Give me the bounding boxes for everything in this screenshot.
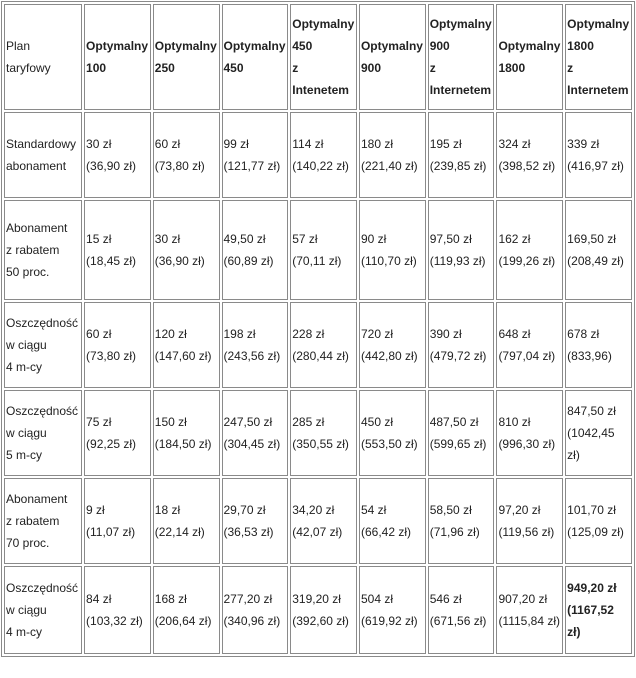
plan-suffix: Intenetem bbox=[292, 83, 349, 97]
net-price: 285 zł bbox=[292, 415, 325, 429]
plan-name: Optymalny bbox=[360, 39, 423, 53]
net-price: 390 zł bbox=[429, 327, 462, 341]
net-price: 169,50 zł bbox=[567, 232, 616, 246]
plan-header-cell bbox=[4, 4, 82, 110]
gross-price: (73,80 zł) bbox=[154, 159, 205, 173]
net-price: 339 zł bbox=[567, 137, 600, 151]
plan-number: 1800 bbox=[498, 61, 526, 75]
net-price: 277,20 zł bbox=[223, 592, 273, 606]
gross-price: (340,96 zł) bbox=[223, 614, 281, 628]
gross-price: (1115,84 zł) bbox=[498, 614, 561, 628]
price-cell bbox=[565, 390, 632, 476]
price-cell bbox=[565, 302, 632, 388]
net-price: 180 zł bbox=[360, 137, 393, 151]
price-cell bbox=[359, 302, 426, 388]
row-label: 5 m-cy bbox=[6, 448, 42, 462]
net-price: 504 zł bbox=[360, 592, 393, 606]
plan-column-header bbox=[84, 4, 151, 110]
gross-price: (36,53 zł) bbox=[223, 525, 274, 539]
price-cell bbox=[359, 566, 426, 654]
gross-price: (110,70 zł) bbox=[360, 254, 417, 268]
price-cell bbox=[359, 478, 426, 564]
plan-column-header bbox=[290, 4, 357, 110]
net-price: 58,50 zł bbox=[429, 503, 472, 517]
price-cell bbox=[222, 200, 289, 300]
gross-price: (140,22 zł) bbox=[292, 159, 349, 173]
plan-suffix: z bbox=[429, 61, 436, 75]
gross-price: (125,09 zł) bbox=[567, 525, 624, 539]
plan-number: 100 bbox=[86, 61, 107, 75]
net-price: 60 zł bbox=[154, 137, 181, 151]
gross-price: (1167,52 zł) bbox=[567, 603, 614, 639]
net-price: 97,50 zł bbox=[429, 232, 472, 246]
gross-price: (18,45 zł) bbox=[86, 254, 137, 268]
price-cell bbox=[290, 566, 357, 654]
price-cell bbox=[290, 390, 357, 476]
row-label: Oszczędność bbox=[6, 581, 79, 595]
gross-price: (599,65 zł) bbox=[429, 437, 487, 451]
price-cell bbox=[290, 112, 357, 198]
plan-column-header bbox=[565, 4, 632, 110]
price-cell bbox=[496, 478, 563, 564]
row-label-cell bbox=[4, 200, 82, 300]
net-price: 101,70 zł bbox=[567, 503, 616, 517]
net-price: 54 zł bbox=[360, 503, 387, 517]
net-price: 49,50 zł bbox=[223, 232, 266, 246]
price-cell bbox=[153, 112, 220, 198]
row-label-cell bbox=[4, 112, 82, 198]
price-cell bbox=[359, 112, 426, 198]
net-price: 319,20 zł bbox=[292, 592, 341, 606]
price-cell bbox=[428, 566, 495, 654]
plan-name: Optymalny bbox=[86, 39, 149, 53]
net-price: 324 zł bbox=[498, 137, 531, 151]
net-price: 114 zł bbox=[292, 137, 324, 151]
price-cell bbox=[290, 200, 357, 300]
plan-number: 450 bbox=[223, 61, 244, 75]
gross-price: (199,26 zł) bbox=[498, 254, 556, 268]
net-price: 450 zł bbox=[360, 415, 393, 429]
row-label: w ciągu bbox=[6, 426, 47, 440]
gross-price: (184,50 zł) bbox=[154, 437, 212, 451]
net-price: 720 zł bbox=[360, 327, 393, 341]
plan-column-header bbox=[153, 4, 220, 110]
net-price: 30 zł bbox=[86, 137, 112, 151]
price-cell bbox=[428, 390, 495, 476]
plan-number: 1800 bbox=[567, 39, 594, 53]
row-label: 4 m-cy bbox=[6, 360, 42, 374]
gross-price: (350,55 zł) bbox=[292, 437, 349, 451]
net-price: 150 zł bbox=[154, 415, 187, 429]
tariff-table bbox=[1, 1, 635, 657]
price-cell bbox=[428, 478, 495, 564]
price-cell bbox=[565, 112, 632, 198]
plan-column-header bbox=[359, 4, 426, 110]
gross-price: (280,44 zł) bbox=[292, 349, 349, 363]
price-cell bbox=[153, 390, 220, 476]
header-row bbox=[4, 4, 632, 110]
price-cell bbox=[359, 390, 426, 476]
price-cell bbox=[153, 200, 220, 300]
net-price: 30 zł bbox=[154, 232, 181, 246]
net-price: 57 zł bbox=[292, 232, 318, 246]
row-label-cell bbox=[4, 302, 82, 388]
price-cell bbox=[84, 566, 151, 654]
plan-number: 900 bbox=[429, 39, 450, 53]
price-cell bbox=[496, 302, 563, 388]
net-price: 162 zł bbox=[498, 232, 531, 246]
table-row bbox=[4, 112, 632, 198]
price-cell bbox=[428, 112, 495, 198]
gross-price: (22,14 zł) bbox=[154, 525, 205, 539]
gross-price: (73,80 zł) bbox=[86, 349, 137, 363]
price-cell bbox=[496, 200, 563, 300]
net-price: 810 zł bbox=[498, 415, 531, 429]
net-price: 907,20 zł bbox=[498, 592, 548, 606]
gross-price: (398,52 zł) bbox=[498, 159, 556, 173]
gross-price: (416,97 zł) bbox=[567, 159, 624, 173]
price-cell bbox=[222, 302, 289, 388]
price-cell bbox=[84, 478, 151, 564]
net-price: 546 zł bbox=[429, 592, 462, 606]
net-price: 195 zł bbox=[429, 137, 462, 151]
gross-price: (66,42 zł) bbox=[360, 525, 411, 539]
table-row bbox=[4, 478, 632, 564]
plan-column-header bbox=[222, 4, 289, 110]
price-cell bbox=[84, 112, 151, 198]
row-label: w ciągu bbox=[6, 338, 47, 352]
plan-name: Optymalny bbox=[292, 17, 355, 31]
price-cell bbox=[359, 200, 426, 300]
price-cell bbox=[153, 478, 220, 564]
gross-price: (42,07 zł) bbox=[292, 525, 343, 539]
net-price: 9 zł bbox=[86, 503, 105, 517]
price-cell bbox=[496, 390, 563, 476]
gross-price: (479,72 zł) bbox=[429, 349, 487, 363]
price-cell bbox=[496, 112, 563, 198]
plan-name: Optymalny bbox=[429, 17, 492, 31]
net-price: 228 zł bbox=[292, 327, 325, 341]
gross-price: (119,56 zł) bbox=[498, 525, 555, 539]
gross-price: (103,32 zł) bbox=[86, 614, 143, 628]
plan-suffix: Internetem bbox=[429, 83, 492, 97]
gross-price: (833,96) bbox=[567, 349, 612, 363]
net-price: 75 zł bbox=[86, 415, 112, 429]
plan-name: Optymalny bbox=[154, 39, 217, 53]
row-label: abonament bbox=[6, 159, 67, 173]
plan-label: taryfowy bbox=[6, 61, 51, 75]
net-price: 168 zł bbox=[154, 592, 187, 606]
row-label: z rabatem bbox=[6, 514, 60, 528]
row-label-cell bbox=[4, 566, 82, 654]
gross-price: (121,77 zł) bbox=[223, 159, 281, 173]
net-price: 648 zł bbox=[498, 327, 531, 341]
plan-name: Optymalny bbox=[567, 17, 630, 31]
price-cell bbox=[84, 200, 151, 300]
plan-name: Optymalny bbox=[223, 39, 286, 53]
plan-suffix: Internetem bbox=[567, 83, 629, 97]
price-cell bbox=[565, 566, 632, 654]
price-cell bbox=[428, 302, 495, 388]
net-price: 120 zł bbox=[154, 327, 187, 341]
price-cell bbox=[153, 302, 220, 388]
net-price: 90 zł bbox=[360, 232, 387, 246]
net-price: 198 zł bbox=[223, 327, 256, 341]
table-row bbox=[4, 390, 632, 476]
gross-price: (36,90 zł) bbox=[154, 254, 205, 268]
row-label: z rabatem bbox=[6, 243, 60, 257]
plan-label: Plan bbox=[6, 39, 31, 53]
plan-number: 250 bbox=[154, 61, 175, 75]
row-label: w ciągu bbox=[6, 603, 47, 617]
plan-suffix: z bbox=[292, 61, 299, 75]
price-cell bbox=[84, 390, 151, 476]
net-price: 949,20 zł bbox=[567, 581, 617, 595]
net-price: 99 zł bbox=[223, 137, 249, 151]
gross-price: (92,25 zł) bbox=[86, 437, 137, 451]
price-cell bbox=[290, 478, 357, 564]
gross-price: (996,30 zł) bbox=[498, 437, 556, 451]
net-price: 97,20 zł bbox=[498, 503, 541, 517]
price-cell bbox=[565, 200, 632, 300]
row-label: 70 proc. bbox=[6, 536, 50, 550]
gross-price: (221,40 zł) bbox=[360, 159, 418, 173]
net-price: 84 zł bbox=[86, 592, 112, 606]
plan-number: 900 bbox=[360, 61, 381, 75]
net-price: 29,70 zł bbox=[223, 503, 266, 517]
plan-column-header bbox=[428, 4, 495, 110]
net-price: 15 zł bbox=[86, 232, 112, 246]
gross-price: (60,89 zł) bbox=[223, 254, 274, 268]
gross-price: (671,56 zł) bbox=[429, 614, 487, 628]
price-cell bbox=[84, 302, 151, 388]
row-label: Standardowy bbox=[6, 137, 77, 151]
net-price: 60 zł bbox=[86, 327, 112, 341]
net-price: 247,50 zł bbox=[223, 415, 273, 429]
price-cell bbox=[290, 302, 357, 388]
price-cell bbox=[565, 478, 632, 564]
price-cell bbox=[222, 478, 289, 564]
gross-price: (119,93 zł) bbox=[429, 254, 486, 268]
gross-price: (36,90 zł) bbox=[86, 159, 137, 173]
net-price: 34,20 zł bbox=[292, 503, 335, 517]
gross-price: (1042,45 zł) bbox=[567, 426, 615, 462]
gross-price: (206,64 zł) bbox=[154, 614, 212, 628]
plan-suffix: z bbox=[567, 61, 574, 75]
gross-price: (71,96 zł) bbox=[429, 525, 480, 539]
table-row bbox=[4, 302, 632, 388]
table-body bbox=[4, 112, 632, 654]
gross-price: (243,56 zł) bbox=[223, 349, 281, 363]
plan-name: Optymalny bbox=[498, 39, 561, 53]
gross-price: (11,07 zł) bbox=[86, 525, 136, 539]
row-label: 50 proc. bbox=[6, 265, 50, 279]
row-label-cell bbox=[4, 478, 82, 564]
row-label: Abonament bbox=[6, 221, 68, 235]
price-cell bbox=[222, 566, 289, 654]
row-label: Oszczędność bbox=[6, 316, 79, 330]
price-cell bbox=[496, 566, 563, 654]
net-price: 18 zł bbox=[154, 503, 181, 517]
gross-price: (392,60 zł) bbox=[292, 614, 349, 628]
gross-price: (619,92 zł) bbox=[360, 614, 418, 628]
net-price: 847,50 zł bbox=[567, 404, 616, 418]
plan-number: 450 bbox=[292, 39, 313, 53]
row-label: 4 m-cy bbox=[6, 625, 42, 639]
gross-price: (70,11 zł) bbox=[292, 254, 342, 268]
gross-price: (553,50 zł) bbox=[360, 437, 418, 451]
row-label-cell bbox=[4, 390, 82, 476]
price-cell bbox=[222, 390, 289, 476]
gross-price: (147,60 zł) bbox=[154, 349, 212, 363]
row-label: Abonament bbox=[6, 492, 68, 506]
plan-column-header bbox=[496, 4, 563, 110]
net-price: 678 zł bbox=[567, 327, 600, 341]
net-price: 487,50 zł bbox=[429, 415, 479, 429]
price-cell bbox=[222, 112, 289, 198]
gross-price: (442,80 zł) bbox=[360, 349, 418, 363]
gross-price: (797,04 zł) bbox=[498, 349, 556, 363]
price-cell bbox=[428, 200, 495, 300]
row-label: Oszczędność bbox=[6, 404, 79, 418]
gross-price: (304,45 zł) bbox=[223, 437, 281, 451]
gross-price: (239,85 zł) bbox=[429, 159, 487, 173]
table-row bbox=[4, 566, 632, 654]
price-cell bbox=[153, 566, 220, 654]
table-row bbox=[4, 200, 632, 300]
gross-price: (208,49 zł) bbox=[567, 254, 624, 268]
